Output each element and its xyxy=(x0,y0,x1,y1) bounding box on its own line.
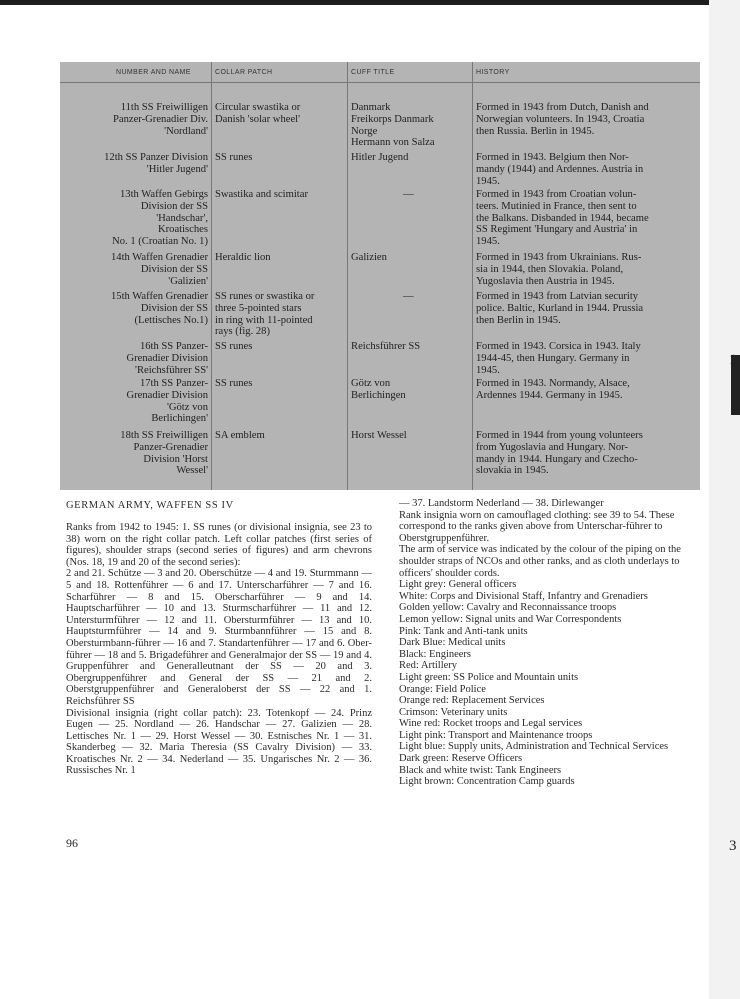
table-row-collar: SS runes xyxy=(215,378,253,389)
colour-list xyxy=(399,579,702,788)
list-item: Light brown: Concentration Camp guards xyxy=(399,776,575,788)
table-row-collar: SS runes or swastika or three 5-pointed stars in ring with 11-pointed rays (fig. 28) xyxy=(215,291,315,338)
table-row-name: 12th SS Panzer Division 'Hitler Jugend' xyxy=(104,152,208,175)
table-row-collar: Circular swastika or Danish 'solar wheel' xyxy=(215,102,301,125)
divisions-table xyxy=(60,62,700,490)
paragraph: — 37. Landstorm Nederland — 38. Dirlewanger xyxy=(399,498,604,509)
list-item: Black and white twist: Tank Engineers xyxy=(399,764,562,776)
list-item: Light grey: General officers xyxy=(399,579,517,591)
list-item: Lemon yellow: Signal units and War Correspondents xyxy=(399,613,622,625)
table-row-collar: Swastika and scimitar xyxy=(215,189,308,200)
table-row-history: Formed in 1943. Normandy, Alsace, Ardennes 1944. Germany in 1945. xyxy=(476,378,630,401)
column-divider xyxy=(211,62,212,490)
list-item: Orange red: Replacement Services xyxy=(399,695,545,707)
header-collar-patch: COLLAR PATCH xyxy=(215,69,273,76)
list-item: Orange: Field Police xyxy=(399,683,486,695)
paragraph: The arm of service was indicated by the colour of the piping on the shoulder straps of NCOs and other ranks, and as cloth underlays to officers' shoulder cords. xyxy=(399,544,681,579)
paragraph: Rank insignia worn on camouflaged clothing: see 39 to 54. These correspond to the ranks given above from Unterschar-führer to Oberstgruppenführer. xyxy=(399,509,675,544)
header-rule xyxy=(60,82,700,83)
table-row-cuff: Götz von Berlichingen xyxy=(351,378,406,401)
list-item: White: Corps and Divisional Staff, Infantry and Grenadiers xyxy=(399,590,648,602)
table-row-history: Formed in 1943 from Dutch, Danish and Norwegian volunteers. In 1943, Croatia then Russia. Berlin in 1945. xyxy=(476,102,649,137)
table-row-cuff: Reichsführer SS xyxy=(351,341,421,352)
list-item: Black: Engineers xyxy=(399,648,472,660)
left-text-column xyxy=(66,522,372,777)
table-row-collar: SS runes xyxy=(215,341,253,352)
table-row-collar: Heraldic lion xyxy=(215,252,271,263)
table-row-collar: SS runes xyxy=(215,152,253,163)
table-row-name: 13th Waffen Gebirgs Division der SS 'Handschar', Kroatisches No. 1 (Croatian No. 1) xyxy=(112,189,208,248)
list-item: Red: Artillery xyxy=(399,660,458,672)
list-item: Light blue: Supply units, Administration and Technical Services xyxy=(399,741,669,753)
adjacent-page-mark: 3 xyxy=(729,838,737,854)
table-row-name: 15th Waffen Grenadier Division der SS (Lettisches No.1) xyxy=(110,291,208,326)
table-row-history: Formed in 1943. Corsica in 1943. Italy 1944-45, then Hungary. Germany in 1945. xyxy=(476,341,641,376)
list-item: Dark Blue: Medical units xyxy=(399,637,506,649)
table-row-collar: SA emblem xyxy=(215,430,265,441)
table-row-history: Formed in 1944 from young volunteers from Yugoslavia and Hungary. Nor- mandy in 1944. Hungary and Czecho- slovakia in 1945. xyxy=(476,430,643,477)
table-row-cuff: Hitler Jugend xyxy=(351,152,409,163)
table-row-cuff: — xyxy=(403,189,414,200)
header-number-and-name: NUMBER AND NAME xyxy=(116,69,191,76)
table-row-history: Formed in 1943 from Ukrainians. Rus- sia in 1944, then Slovakia. Poland, Yugoslavia then Austria in 1945. xyxy=(476,252,642,287)
list-item: Pink: Tank and Anti-tank units xyxy=(399,625,528,637)
table-row-name: 18th SS Freiwilligen Panzer-Grenadier Division 'Horst Wessel' xyxy=(120,430,208,477)
table-row-cuff: — xyxy=(403,291,414,302)
list-item: Light pink: Transport and Maintenance troops xyxy=(399,729,593,741)
table-row-history: Formed in 1943. Belgium then Nor- mandy (1944) and Ardennes. Austria in 1945. xyxy=(476,152,644,187)
table-row-history: Formed in 1943 from Croatian volun- teers. Mutinied in France, then sent to the Balkans. Disbanded in 1944, became SS Regiment 'Hungary and Austria' in 1945. xyxy=(476,189,649,248)
table-row-cuff: Danmark Freikorps Danmark Norge Hermann von Salza xyxy=(351,102,435,149)
list-item: Golden yellow: Cavalry and Reconnaissance troops xyxy=(399,602,617,614)
paragraph: Divisional insignia (right collar patch): 23. Totenkopf — 24. Prinz Eugen — 25. Nordland — 26. Handschar — 27. Galizien — 28. Lettisches Nr. 1 — 29. Horst Wessel — 30. Estnisches Nr. 1 — 31. Skanderbeg — 32. Maria Theresia (SS Cavalry Division) — 33. Kroatisches Nr. 2 — 34. Nederland — 35. Ungarisches Nr. 2 — 36. Russisches Nr. 1 xyxy=(66,707,372,777)
top-edge-bar xyxy=(0,0,740,5)
section-title: GERMAN ARMY, WAFFEN SS IV xyxy=(66,500,234,511)
list-item: Crimson: Veterinary units xyxy=(399,706,508,718)
paragraph: Ranks from 1942 to 1945: 1. SS runes (or divisional insignia, see 23 to 38) worn on the right collar patch. Left collar patches (first series of figures), shoulder straps (second series of figures) and arm chevrons (Nos. 18, 19 and 20 of the second series): xyxy=(66,522,372,568)
list-item: Dark green: Reserve Officers xyxy=(399,753,523,765)
table-row-name: 11th SS Freiwilligen Panzer-Grenadier Div. 'Nordland' xyxy=(113,102,208,137)
table-row-name: 14th Waffen Grenadier Division der SS 'Galizien' xyxy=(110,252,208,287)
table-row-cuff: Galizien xyxy=(351,252,387,263)
page-number: 96 xyxy=(66,836,78,850)
column-divider xyxy=(347,62,348,490)
header-history: HISTORY xyxy=(476,69,510,76)
table-row-name: 17th SS Panzer- Grenadier Division 'Götz von Berlichingen' xyxy=(126,378,208,425)
list-item: Light green: SS Police and Mountain units xyxy=(399,671,579,683)
paragraph: 2 and 21. Schütze — 3 and 20. Oberschütze — 4 and 19. Sturmmann — 5 and 18. Rottenführer — 6 and 17. Unterscharführer — 7 and 16. Scharführer — 8 and 15. Oberscharführer — 9 and 14. Hauptscharführer — 10 and 13. Sturmscharführer — 11 and 12. Untersturmführer — 12 and 11. Obersturmführer — 13 and 10. Hauptsturmführer — 14 and 9. Sturmbannführer — 15 and 8. Obersturmbann-führer — 16 and 7. Standartenführer — 17 and 6. Ober-führer — 18 and 5. Brigadeführer and Generalmajor der SS — 19 and 4. Gruppenführer and Generalleutnant der SS — 20 and 3. Obergruppenführer and General der SS — 21 and 2. Oberstgruppenführer and Generaloberst der SS — 22 and 1. Reichsführer SS xyxy=(66,568,372,707)
column-divider xyxy=(472,62,473,490)
list-item: Wine red: Rocket troops and Legal services xyxy=(399,718,583,730)
table-row-cuff: Horst Wessel xyxy=(351,430,407,441)
header-cuff-title: CUFF TITLE xyxy=(351,69,395,76)
right-text-column xyxy=(399,498,702,788)
table-row-history: Formed in 1943 from Latvian security police. Baltic, Kurland in 1944. Prussia then Berlin in 1945. xyxy=(476,291,644,326)
table-row-name: 16th SS Panzer- Grenadier Division 'Reichsführer SS' xyxy=(126,341,208,376)
adjacent-page-mark: 1 xyxy=(729,352,737,368)
